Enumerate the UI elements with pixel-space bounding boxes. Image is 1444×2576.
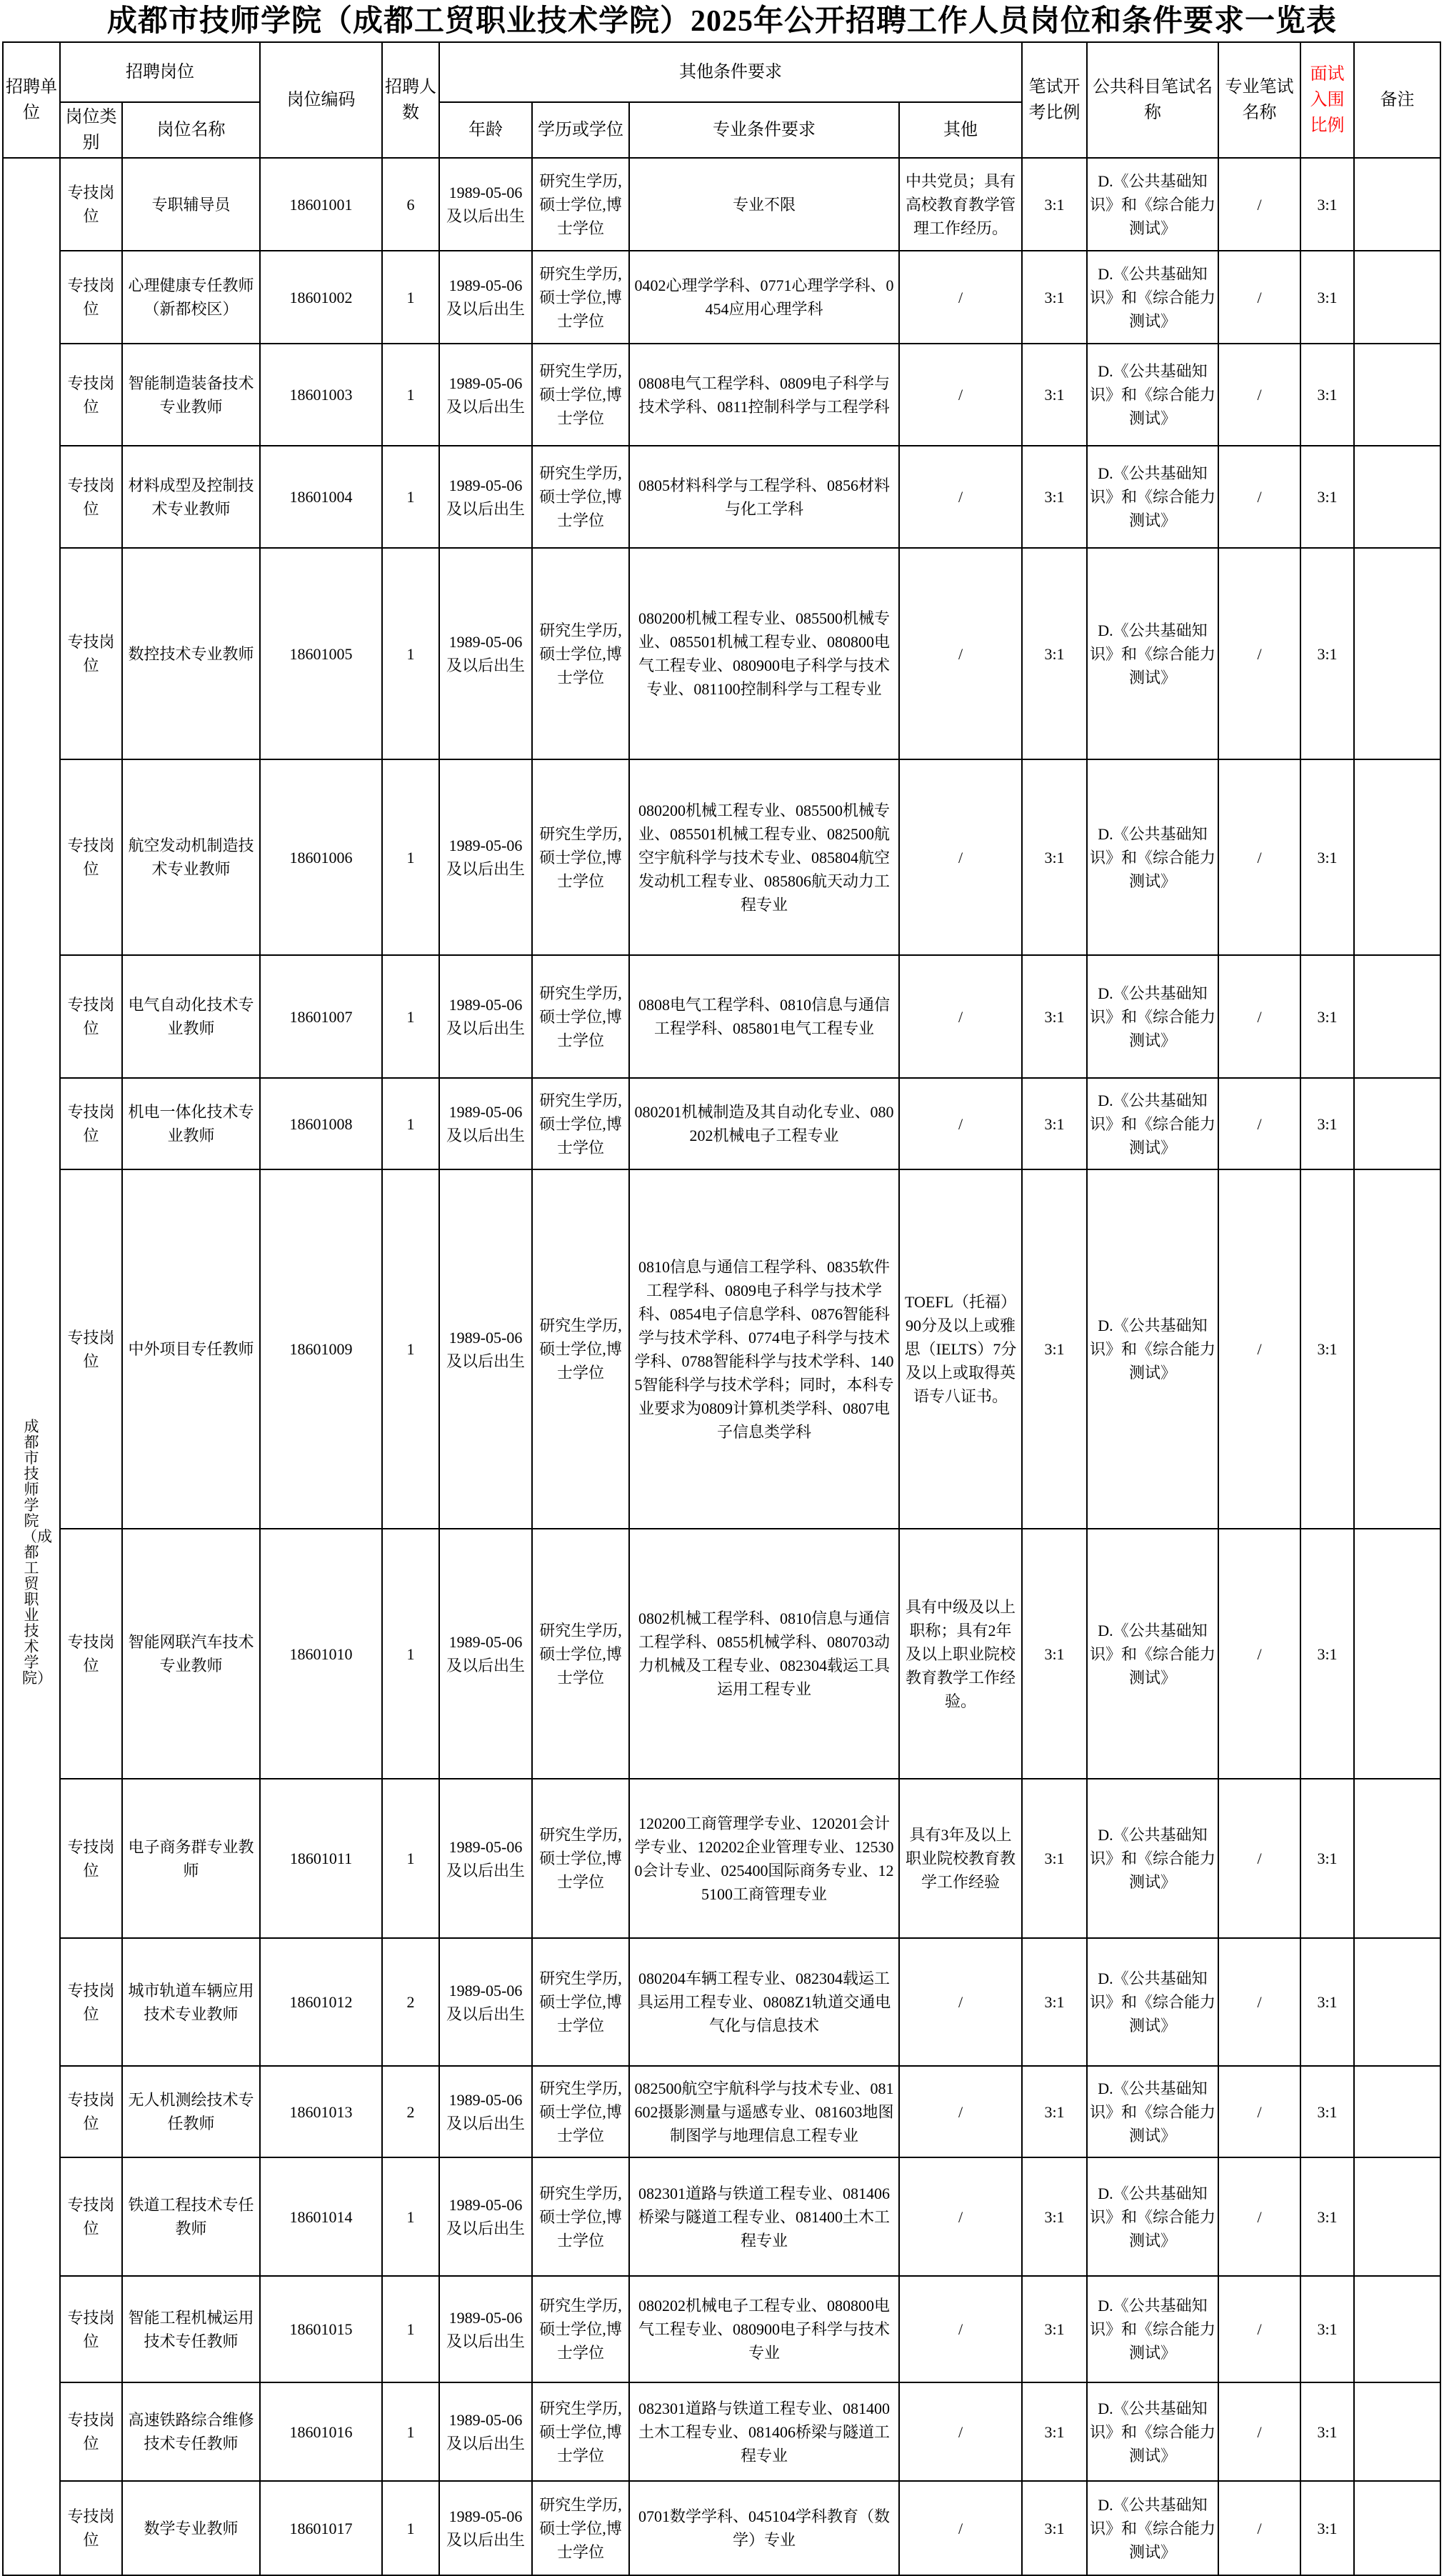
cell-professional-written: / [1218,1529,1300,1779]
cell-other: 具有中级及以上职称；具有2年及以上职业院校教育教学工作经验。 [899,1529,1022,1779]
cell-other: / [899,548,1022,759]
table-row [3,759,1440,955]
cell-count: 1 [382,759,439,955]
cell-remark [1354,548,1440,759]
cell-written-ratio: 3:1 [1022,2066,1087,2157]
cell-count: 1 [382,2481,439,2575]
table-row [3,955,1440,1078]
cell-code: 18601011 [260,1779,382,1938]
cell-other: / [899,2066,1022,2157]
cell-public-subject: D.《公共基础知识》和《综合能力测试》 [1087,1169,1218,1529]
cell-name: 航空发动机制造技术专业教师 [122,759,260,955]
cell-code: 18601010 [260,1529,382,1779]
cell-age: 1989-05-06及以后出生 [439,251,532,344]
cell-written-ratio: 3:1 [1022,1529,1087,1779]
cell-education: 研究生学历,硕士学位,博士学位 [532,1779,629,1938]
cell-major: 专业不限 [629,158,899,251]
cell-count: 1 [382,251,439,344]
cell-age: 1989-05-06及以后出生 [439,446,532,548]
cell-major: 0402心理学学科、0771心理学学科、0454应用心理学科 [629,251,899,344]
cell-code: 18601017 [260,2481,382,2575]
cell-other: / [899,1938,1022,2066]
cell-age: 1989-05-06及以后出生 [439,548,532,759]
cell-remark [1354,251,1440,344]
cell-remark [1354,2481,1440,2575]
table-row [3,1529,1440,1779]
cell-count: 1 [382,955,439,1078]
cell-age: 1989-05-06及以后出生 [439,2066,532,2157]
cell-major: 080200机械工程专业、085500机械专业、085501机械工程专业、082500航空宇航科学与技术专业、085804航空发动机工程专业、085806航天动力工程专业 [629,759,899,955]
cell-age: 1989-05-06及以后出生 [439,759,532,955]
cell-education: 研究生学历,硕士学位,博士学位 [532,1169,629,1529]
cell-other: 中共党员；具有高校教育教学管理工作经历。 [899,158,1022,251]
cell-remark [1354,2157,1440,2276]
cell-code: 18601004 [260,446,382,548]
cell-professional-written: / [1218,2157,1300,2276]
cell-education: 研究生学历,硕士学位,博士学位 [532,2382,629,2481]
cell-count: 2 [382,1938,439,2066]
cell-remark [1354,1169,1440,1529]
cell-professional-written: / [1218,251,1300,344]
cell-major: 082301道路与铁道工程专业、081406桥梁与隧道工程专业、081400土木工程专业 [629,2157,899,2276]
cell-professional-written: / [1218,2481,1300,2575]
cell-name: 电子商务群专业教师 [122,1779,260,1938]
col-header-recruit-unit: 招聘单位 [3,42,60,158]
cell-category: 专技岗位 [60,1169,122,1529]
cell-code: 18601015 [260,2276,382,2382]
cell-interview-ratio: 3:1 [1300,1779,1354,1938]
cell-major: 080202机械电子工程专业、080800电气工程专业、080900电子科学与技术专业 [629,2276,899,2382]
cell-age: 1989-05-06及以后出生 [439,955,532,1078]
cell-age: 1989-05-06及以后出生 [439,2157,532,2276]
page-title: 成都市技师学院（成都工贸职业技术学院）2025年公开招聘工作人员岗位和条件要求一览表 [106,5,1337,38]
cell-professional-written: / [1218,1078,1300,1169]
cell-written-ratio: 3:1 [1022,1779,1087,1938]
cell-name: 机电一体化技术专业教师 [122,1078,260,1169]
cell-other: / [899,759,1022,955]
cell-interview-ratio: 3:1 [1300,2157,1354,2276]
cell-age: 1989-05-06及以后出生 [439,344,532,446]
col-header-post-name: 岗位名称 [122,102,260,158]
cell-name: 无人机测绘技术专任教师 [122,2066,260,2157]
cell-count: 1 [382,1169,439,1529]
cell-code: 18601001 [260,158,382,251]
cell-other: / [899,2276,1022,2382]
cell-name: 智能工程机械运用技术专任教师 [122,2276,260,2382]
cell-remark [1354,2382,1440,2481]
cell-interview-ratio: 3:1 [1300,1529,1354,1779]
cell-category: 专技岗位 [60,2382,122,2481]
cell-interview-ratio: 3:1 [1300,1169,1354,1529]
cell-category: 专技岗位 [60,1779,122,1938]
cell-code: 18601013 [260,2066,382,2157]
cell-major: 0808电气工程学科、0810信息与通信工程学科、085801电气工程专业 [629,955,899,1078]
cell-interview-ratio: 3:1 [1300,1078,1354,1169]
cell-written-ratio: 3:1 [1022,1938,1087,2066]
col-header-education: 学历或学位 [532,102,629,158]
cell-written-ratio: 3:1 [1022,251,1087,344]
cell-code: 18601005 [260,548,382,759]
cell-age: 1989-05-06及以后出生 [439,2382,532,2481]
cell-category: 专技岗位 [60,1938,122,2066]
cell-public-subject: D.《公共基础知识》和《综合能力测试》 [1087,2382,1218,2481]
cell-other: / [899,1078,1022,1169]
cell-code: 18601009 [260,1169,382,1529]
cell-major: 120200工商管理学专业、120201会计学专业、120202企业管理专业、125300会计专业、025400国际商务专业、125100工商管理专业 [629,1779,899,1938]
cell-education: 研究生学历,硕士学位,博士学位 [532,446,629,548]
cell-public-subject: D.《公共基础知识》和《综合能力测试》 [1087,1078,1218,1169]
cell-interview-ratio: 3:1 [1300,2066,1354,2157]
cell-count: 1 [382,548,439,759]
cell-category: 专技岗位 [60,759,122,955]
table-row [3,251,1440,344]
cell-interview-ratio: 3:1 [1300,759,1354,955]
cell-count: 1 [382,2382,439,2481]
cell-count: 6 [382,158,439,251]
cell-code: 18601012 [260,1938,382,2066]
recruitment-table [2,41,1441,2576]
cell-count: 1 [382,1529,439,1779]
cell-count: 2 [382,2066,439,2157]
cell-written-ratio: 3:1 [1022,2276,1087,2382]
cell-category: 专技岗位 [60,2276,122,2382]
col-header-age: 年龄 [439,102,532,158]
cell-interview-ratio: 3:1 [1300,2276,1354,2382]
cell-major: 0810信息与通信工程学科、0835软件工程学科、0809电子科学与技术学科、0854电子信息学科、0876智能科学与技术学科、0774电子科学与技术学科、0788智能科学与技术学科、1405智能科学与技术学科；同时，本科专业要求为0809计算机类学科、0807电子信息类学科 [629,1169,899,1529]
cell-professional-written: / [1218,344,1300,446]
cell-interview-ratio: 3:1 [1300,446,1354,548]
table-row [3,548,1440,759]
cell-interview-ratio: 3:1 [1300,251,1354,344]
cell-remark [1354,1779,1440,1938]
cell-written-ratio: 3:1 [1022,158,1087,251]
cell-public-subject: D.《公共基础知识》和《综合能力测试》 [1087,344,1218,446]
cell-name: 智能制造装备技术专业教师 [122,344,260,446]
cell-education: 研究生学历,硕士学位,博士学位 [532,759,629,955]
cell-major: 0805材料科学与工程学科、0856材料与化工学科 [629,446,899,548]
cell-category: 专技岗位 [60,2481,122,2575]
cell-written-ratio: 3:1 [1022,2481,1087,2575]
cell-written-ratio: 3:1 [1022,344,1087,446]
table-row [3,1938,1440,2066]
cell-education: 研究生学历,硕士学位,博士学位 [532,1938,629,2066]
cell-interview-ratio: 3:1 [1300,344,1354,446]
cell-public-subject: D.《公共基础知识》和《综合能力测试》 [1087,1938,1218,2066]
cell-name: 专职辅导员 [122,158,260,251]
cell-remark [1354,1938,1440,2066]
table-row [3,2382,1440,2481]
cell-major: 080204车辆工程专业、082304载运工具运用工程专业、0808Z1轨道交通电气化与信息技术 [629,1938,899,2066]
cell-major: 080201机械制造及其自动化专业、080202机械电子工程专业 [629,1078,899,1169]
cell-category: 专技岗位 [60,251,122,344]
cell-written-ratio: 3:1 [1022,2382,1087,2481]
cell-count: 1 [382,344,439,446]
table-row [3,1169,1440,1529]
col-header-remark: 备注 [1354,42,1440,158]
cell-age: 1989-05-06及以后出生 [439,2481,532,2575]
cell-count: 1 [382,2157,439,2276]
cell-major: 080200机械工程专业、085500机械专业、085501机械工程专业、080800电气工程专业、080900电子科学与技术专业、081100控制科学与工程专业 [629,548,899,759]
table-row [3,1779,1440,1938]
cell-education: 研究生学历,硕士学位,博士学位 [532,548,629,759]
cell-other: / [899,2481,1022,2575]
cell-name: 铁道工程技术专任教师 [122,2157,260,2276]
cell-remark [1354,955,1440,1078]
cell-public-subject: D.《公共基础知识》和《综合能力测试》 [1087,2157,1218,2276]
recruit-unit-cell [3,158,60,2575]
cell-code: 18601014 [260,2157,382,2276]
table-row [3,446,1440,548]
cell-public-subject: D.《公共基础知识》和《综合能力测试》 [1087,759,1218,955]
cell-code: 18601003 [260,344,382,446]
cell-interview-ratio: 3:1 [1300,2382,1354,2481]
cell-public-subject: D.《公共基础知识》和《综合能力测试》 [1087,1779,1218,1938]
cell-name: 智能网联汽车技术专业教师 [122,1529,260,1779]
cell-major: 0701数学学科、045104学科教育（数学）专业 [629,2481,899,2575]
col-header-public-subject: 公共科目笔试名称 [1087,42,1218,158]
col-header-recruit-post: 招聘岗位 [60,42,260,102]
cell-professional-written: / [1218,1169,1300,1529]
cell-education: 研究生学历,硕士学位,博士学位 [532,1529,629,1779]
cell-category: 专技岗位 [60,446,122,548]
cell-professional-written: / [1218,955,1300,1078]
cell-name: 电气自动化技术专业教师 [122,955,260,1078]
table-row [3,158,1440,251]
table-header [3,42,1440,158]
cell-other: / [899,2157,1022,2276]
cell-other: 具有3年及以上职业院校教育教学工作经验 [899,1779,1022,1938]
cell-interview-ratio: 3:1 [1300,955,1354,1078]
cell-written-ratio: 3:1 [1022,1169,1087,1529]
cell-name: 中外项目专任教师 [122,1169,260,1529]
col-header-post-category: 岗位类别 [60,102,122,158]
cell-other: / [899,251,1022,344]
cell-written-ratio: 3:1 [1022,1078,1087,1169]
cell-remark [1354,158,1440,251]
cell-category: 专技岗位 [60,1078,122,1169]
cell-professional-written: / [1218,1938,1300,2066]
cell-category: 专技岗位 [60,2157,122,2276]
cell-age: 1989-05-06及以后出生 [439,1078,532,1169]
cell-professional-written: / [1218,1779,1300,1938]
cell-other: / [899,955,1022,1078]
cell-education: 研究生学历,硕士学位,博士学位 [532,344,629,446]
cell-major: 0808电气工程学科、0809电子科学与技术学科、0811控制科学与工程学科 [629,344,899,446]
cell-professional-written: / [1218,548,1300,759]
cell-major: 082500航空宇航科学与技术专业、081602摄影测量与遥感专业、081603地图制图学与地理信息工程专业 [629,2066,899,2157]
col-header-interview-ratio: 面试入围比例 [1300,42,1354,158]
cell-remark [1354,759,1440,955]
cell-count: 1 [382,1078,439,1169]
cell-professional-written: / [1218,2066,1300,2157]
col-header-major-requirements: 专业条件要求 [629,102,899,158]
cell-public-subject: D.《公共基础知识》和《综合能力测试》 [1087,446,1218,548]
table-row [3,2481,1440,2575]
cell-remark [1354,1078,1440,1169]
cell-public-subject: D.《公共基础知识》和《综合能力测试》 [1087,251,1218,344]
cell-age: 1989-05-06及以后出生 [439,1779,532,1938]
table-row [3,344,1440,446]
cell-public-subject: D.《公共基础知识》和《综合能力测试》 [1087,158,1218,251]
cell-name: 高速铁路综合维修技术专任教师 [122,2382,260,2481]
cell-code: 18601008 [260,1078,382,1169]
cell-written-ratio: 3:1 [1022,548,1087,759]
cell-age: 1989-05-06及以后出生 [439,1529,532,1779]
cell-professional-written: / [1218,446,1300,548]
cell-interview-ratio: 3:1 [1300,158,1354,251]
cell-public-subject: D.《公共基础知识》和《综合能力测试》 [1087,2066,1218,2157]
cell-education: 研究生学历,硕士学位,博士学位 [532,2066,629,2157]
cell-age: 1989-05-06及以后出生 [439,158,532,251]
cell-public-subject: D.《公共基础知识》和《综合能力测试》 [1087,2276,1218,2382]
cell-interview-ratio: 3:1 [1300,548,1354,759]
cell-category: 专技岗位 [60,1529,122,1779]
table-row [3,2157,1440,2276]
cell-age: 1989-05-06及以后出生 [439,1169,532,1529]
cell-category: 专技岗位 [60,548,122,759]
cell-code: 18601002 [260,251,382,344]
table-row [3,2276,1440,2382]
cell-age: 1989-05-06及以后出生 [439,2276,532,2382]
cell-education: 研究生学历,硕士学位,博士学位 [532,2276,629,2382]
table-row [3,2066,1440,2157]
cell-major: 082301道路与铁道工程专业、081400土木工程专业、081406桥梁与隧道工程专业 [629,2382,899,2481]
cell-education: 研究生学历,硕士学位,博士学位 [532,955,629,1078]
cell-name: 材料成型及控制技术专业教师 [122,446,260,548]
cell-written-ratio: 3:1 [1022,955,1087,1078]
cell-education: 研究生学历,硕士学位,博士学位 [532,251,629,344]
cell-interview-ratio: 3:1 [1300,2481,1354,2575]
cell-remark [1354,344,1440,446]
cell-public-subject: D.《公共基础知识》和《综合能力测试》 [1087,955,1218,1078]
cell-public-subject: D.《公共基础知识》和《综合能力测试》 [1087,1529,1218,1779]
col-header-other: 其他 [899,102,1022,158]
cell-written-ratio: 3:1 [1022,2157,1087,2276]
cell-education: 研究生学历,硕士学位,博士学位 [532,2481,629,2575]
cell-name: 数控技术专业教师 [122,548,260,759]
cell-name: 心理健康专任教师（新都校区） [122,251,260,344]
cell-name: 城市轨道车辆应用技术专业教师 [122,1938,260,2066]
cell-count: 1 [382,446,439,548]
cell-count: 1 [382,2276,439,2382]
cell-education: 研究生学历,硕士学位,博士学位 [532,158,629,251]
cell-professional-written: / [1218,158,1300,251]
cell-category: 专技岗位 [60,344,122,446]
cell-name: 数学专业教师 [122,2481,260,2575]
cell-written-ratio: 3:1 [1022,759,1087,955]
recruit-unit-name: 成都市技师学院（成都工贸职业技术学院） [22,1418,52,1687]
cell-category: 专技岗位 [60,2066,122,2157]
cell-interview-ratio: 3:1 [1300,1938,1354,2066]
cell-category: 专技岗位 [60,955,122,1078]
col-header-other-requirements: 其他条件要求 [439,42,1022,102]
cell-remark [1354,446,1440,548]
cell-remark [1354,2066,1440,2157]
cell-code: 18601006 [260,759,382,955]
cell-count: 1 [382,1779,439,1938]
cell-professional-written: / [1218,2276,1300,2382]
col-header-written-ratio: 笔试开考比例 [1022,42,1087,158]
cell-professional-written: / [1218,2382,1300,2481]
cell-code: 18601007 [260,955,382,1078]
cell-category: 专技岗位 [60,158,122,251]
cell-other: / [899,344,1022,446]
col-header-headcount: 招聘人数 [382,42,439,158]
cell-remark [1354,1529,1440,1779]
cell-written-ratio: 3:1 [1022,446,1087,548]
cell-major: 0802机械工程学科、0810信息与通信工程学科、0855机械学科、080703动力机械及工程专业、082304载运工具运用工程专业 [629,1529,899,1779]
cell-education: 研究生学历,硕士学位,博士学位 [532,2157,629,2276]
cell-professional-written: / [1218,759,1300,955]
cell-other: TOEFL（托福）90分及以上或雅思（IELTS）7分及以上或取得英语专八证书。 [899,1169,1022,1529]
cell-education: 研究生学历,硕士学位,博士学位 [532,1078,629,1169]
cell-other: / [899,446,1022,548]
cell-public-subject: D.《公共基础知识》和《综合能力测试》 [1087,548,1218,759]
cell-remark [1354,2276,1440,2382]
cell-other: / [899,2382,1022,2481]
col-header-post-code: 岗位编码 [260,42,382,158]
cell-public-subject: D.《公共基础知识》和《综合能力测试》 [1087,2481,1218,2575]
table-body [3,158,1440,2575]
cell-age: 1989-05-06及以后出生 [439,1938,532,2066]
table-row [3,1078,1440,1169]
col-header-professional-written: 专业笔试名称 [1218,42,1300,158]
cell-code: 18601016 [260,2382,382,2481]
